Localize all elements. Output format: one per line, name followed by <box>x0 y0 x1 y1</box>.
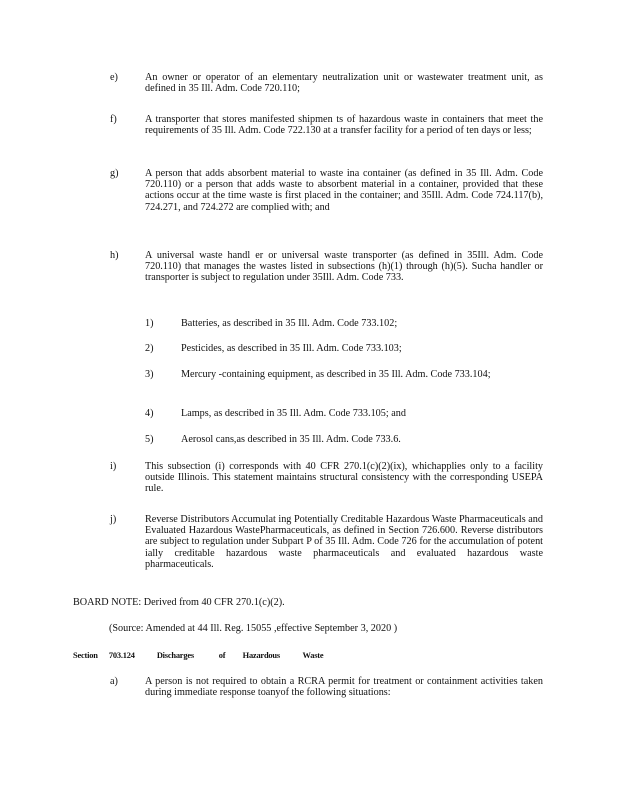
list-item-text: A person that adds absorbent material to waste ina container (as defined in 35 Ill. Adm. Code 720.110) or a person that adds waste to absorbent material in a container, provided that these actions occur at the time waste is first placed in the container; and 35Ill. Adm. Code 724.117(b), 724.271, and 724.272 are complied with; and <box>145 168 543 213</box>
sub-item-text: Pesticides, as described in 35 Ill. Adm. Code 733.103; <box>181 343 402 354</box>
section-title-word: Hazardous <box>242 651 280 660</box>
section-heading <box>73 650 323 661</box>
list-item-text: A person is not required to obtain a RCRA permit for treatment or containment activities taken during immediate response toanyof the following situations: <box>145 676 543 699</box>
sub-item-text: Lamps, as described in 35 Ill. Adm. Code 733.105; and <box>181 408 406 419</box>
source-note: (Source: Amended at 44 Ill. Reg. 15055 ,effective September 3, 2020 ) <box>109 623 398 634</box>
sub-marker: 3) <box>145 369 154 380</box>
section-number: 703.124 <box>108 651 135 660</box>
sub-marker: 1) <box>145 318 154 329</box>
sub-marker: 4) <box>145 408 154 419</box>
sub-item-text: Batteries, as described in 35 Ill. Adm. Code 733.102; <box>181 318 398 329</box>
list-item-text: A universal waste handl er or universal waste transporter (as defined in 35Ill. Adm. Code 720.110) that manages the wastes listed in subsections (h)(1) through (h)(5). Sucha handler or transporter is subject to regulation under 35Ill. Adm. Code 733. <box>145 250 543 284</box>
list-item-text: An owner or operator of an elementary neutralization unit or wastewater treatment unit, as defined in 35 Ill. Adm. Code 720.110; <box>145 72 543 95</box>
list-marker: h) <box>110 250 119 261</box>
section-title-word: Discharges <box>156 651 194 660</box>
list-marker: e) <box>110 72 118 83</box>
section-title-word: of <box>218 651 226 660</box>
list-item-text: Reverse Distributors Accumulat ing Potentially Creditable Hazardous Waste Pharmaceuticals and Evaluated Hazardous WastePharmaceuticals, as defined in Section 726.600. Reverse distributors are subject to regulation under Subpart P of 35 Ill. Adm. Code 726 for the accumulation of potent ially creditable hazardous waste pharmaceuticals and evaluated hazardous waste pharmaceuticals. <box>145 514 543 570</box>
list-item-text: This subsection (i) corresponds with 40 CFR 270.1(c)(2)(ix), whichapplies only to a facility outside Illinois. This statement maintains structural consistency with the corresponding USEPA rule. <box>145 461 543 495</box>
section-label: Section <box>73 651 98 660</box>
list-marker: g) <box>110 168 119 179</box>
sub-marker: 5) <box>145 434 154 445</box>
list-marker: j) <box>110 514 117 525</box>
sub-item-text: Aerosol cans,as described in 35 Ill. Adm. Code 733.6. <box>181 434 401 445</box>
sub-marker: 2) <box>145 343 154 354</box>
list-marker: a) <box>110 676 118 687</box>
section-title-word: Waste <box>302 651 324 660</box>
list-marker: f) <box>110 114 117 125</box>
list-marker: i) <box>110 461 117 472</box>
board-note: BOARD NOTE: Derived from 40 CFR 270.1(c)(2). <box>73 597 285 608</box>
sub-item-text: Mercury -containing equipment, as described in 35 Ill. Adm. Code 733.104; <box>181 369 491 380</box>
list-item-text: A transporter that stores manifested shipmen ts of hazardous waste in containers that meet the requirements of 35 Ill. Adm. Code 722.130 at a transfer facility for a period of ten days or less; <box>145 114 543 137</box>
